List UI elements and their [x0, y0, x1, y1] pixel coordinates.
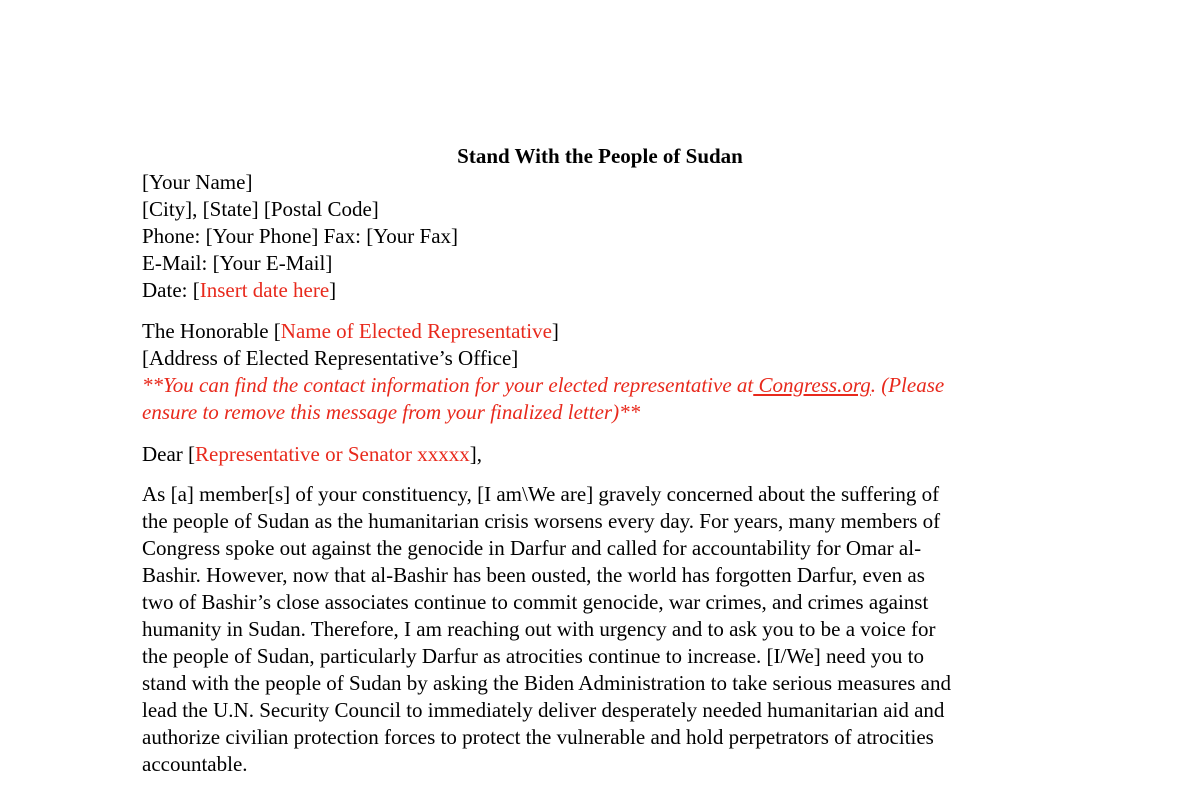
body-line: humanity in Sudan. Therefore, I am reaching out with urgency and to ask you to be a voice for: [142, 617, 936, 641]
body-line: the people of Sudan as the humanitarian crisis worsens every day. For years, many members of: [142, 509, 941, 533]
representative-name-placeholder: Name of Elected Representative: [280, 319, 552, 343]
salutation-suffix: ],: [469, 442, 482, 466]
body-line: two of Bashir’s close associates continue to commit genocide, war crimes, and crimes against: [142, 590, 929, 614]
document-title: Stand With the People of Sudan: [457, 144, 743, 168]
date-prefix: Date: [: [142, 278, 200, 302]
body-line: accountable.: [142, 752, 248, 776]
contact-note-text-2: . (Please: [870, 373, 945, 397]
sender-block: [142, 169, 1062, 304]
date-suffix: ]: [329, 278, 337, 302]
body-line: authorize civilian protection forces to protect the vulnerable and hold perpetrators of atrocities: [142, 725, 934, 749]
sender-email: E-Mail: [Your E-Mail]: [142, 251, 333, 275]
salutation-prefix: Dear [: [142, 442, 196, 466]
sender-name: [Your Name]: [142, 170, 253, 194]
salutation-name-placeholder: Representative or Senator xxxxx: [195, 442, 470, 466]
contact-note-text: **You can find the contact information for your elected representative at: [142, 373, 754, 397]
congress-org-link[interactable]: Congress.org: [753, 373, 871, 397]
salutation-line: [142, 441, 1062, 468]
body-line: the people of Sudan, particularly Darfur as atrocities continue to increase. [I/We] need you to: [142, 644, 925, 668]
body-line: stand with the people of Sudan by asking the Biden Administration to take serious measures and: [142, 671, 951, 695]
sender-date-line: [142, 277, 1062, 304]
body-line: Bashir. However, now that al-Bashir has been ousted, the world has forgotten Darfur, even as: [142, 563, 925, 587]
recipient-address: [Address of Elected Representative’s Office]: [142, 346, 519, 370]
honorable-suffix: ]: [551, 319, 559, 343]
body-line: lead the U.N. Security Council to immediately deliver desperately needed humanitarian aid and: [142, 698, 945, 722]
recipient-block: [142, 318, 1062, 426]
honorable-prefix: The Honorable [: [142, 319, 281, 343]
salutation: [142, 441, 1062, 468]
sender-city-line: [City], [State] [Postal Code]: [142, 197, 379, 221]
date-placeholder: Insert date here: [199, 278, 330, 302]
contact-note-line-2: ensure to remove this message from your finalized letter)**: [142, 400, 641, 424]
contact-note-line-1: [142, 372, 1062, 399]
sender-phone-fax: Phone: [Your Phone] Fax: [Your Fax]: [142, 224, 459, 248]
body-paragraph: [142, 481, 1057, 778]
body-line: Congress spoke out against the genocide in Darfur and called for accountability for Omar al-: [142, 536, 922, 560]
recipient-honorable-line: [142, 318, 1062, 345]
body-line: As [a] member[s] of your constituency, [I am\We are] gravely concerned about the suffering of: [142, 482, 940, 506]
